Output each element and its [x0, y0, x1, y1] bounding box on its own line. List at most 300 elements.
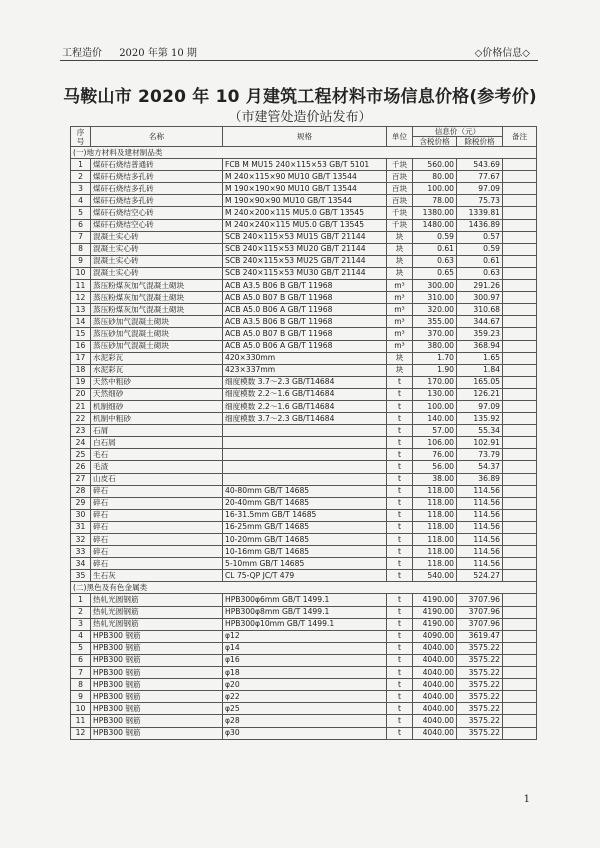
cell-name: 毛石: [91, 449, 223, 461]
cell-no: 4: [71, 630, 91, 642]
cell-spec: CL 75-QP JC/T 479: [223, 570, 387, 582]
cell-note: [503, 679, 537, 691]
table-row: [71, 316, 537, 328]
cell-name: 碎石: [91, 546, 223, 558]
cell-name: HPB300 钢筋: [91, 630, 223, 642]
cell-spec: M 240×200×115 MU5.0 GB/T 13545: [223, 207, 387, 219]
cell-no: 34: [71, 558, 91, 570]
cell-note: [503, 642, 537, 654]
cell-tax-excl: 114.56: [457, 497, 503, 509]
cell-spec: φ22: [223, 691, 387, 703]
cell-tax-excl: 126.21: [457, 388, 503, 400]
table-row: [71, 280, 537, 292]
cell-unit: t: [387, 413, 413, 425]
cell-spec: 16-25mm GB/T 14685: [223, 521, 387, 533]
cell-tax-excl: 73.79: [457, 449, 503, 461]
cell-tax-incl: 106.00: [413, 437, 457, 449]
issue-label: 2020 年第 10 期: [119, 48, 197, 59]
cell-tax-incl: 540.00: [413, 570, 457, 582]
cell-tax-excl: 0.57: [457, 231, 503, 243]
cell-spec: 10-20mm GB/T 14685: [223, 534, 387, 546]
cell-unit: m³: [387, 304, 413, 316]
cell-name: 水泥彩瓦: [91, 364, 223, 376]
table-row: [71, 449, 537, 461]
cell-spec: φ14: [223, 642, 387, 654]
table-row: [71, 630, 537, 642]
cell-tax-excl: 1436.89: [457, 219, 503, 231]
cell-tax-excl: 97.09: [457, 183, 503, 195]
cell-no: 10: [71, 267, 91, 279]
cell-unit: m³: [387, 328, 413, 340]
cell-name: 蒸压粉煤灰加气混凝土砌块: [91, 304, 223, 316]
cell-name: 机制细砂: [91, 400, 223, 412]
cell-tax-incl: 130.00: [413, 388, 457, 400]
cell-no: 1: [71, 594, 91, 606]
table-row: [71, 618, 537, 630]
table-row: [71, 485, 537, 497]
cell-tax-excl: 114.56: [457, 546, 503, 558]
cell-tax-incl: 118.00: [413, 521, 457, 533]
cell-unit: 块: [387, 255, 413, 267]
cell-note: [503, 316, 537, 328]
cell-unit: t: [387, 594, 413, 606]
cell-unit: t: [387, 461, 413, 473]
cell-spec: 细度模数 2.2～1.6 GB/T14684: [223, 388, 387, 400]
cell-unit: t: [387, 497, 413, 509]
cell-name: 混凝土实心砖: [91, 255, 223, 267]
cell-unit: t: [387, 606, 413, 618]
cell-note: [503, 570, 537, 582]
cell-note: [503, 304, 537, 316]
cell-tax-excl: 524.27: [457, 570, 503, 582]
cell-tax-incl: 1.90: [413, 364, 457, 376]
cell-unit: t: [387, 376, 413, 388]
cell-tax-excl: 0.61: [457, 255, 503, 267]
section-row: [71, 582, 537, 594]
cell-note: [503, 280, 537, 292]
cell-tax-incl: 4190.00: [413, 618, 457, 630]
cell-tax-incl: 4190.00: [413, 594, 457, 606]
table-body: [71, 147, 537, 740]
table-row: [71, 497, 537, 509]
table-row: [71, 207, 537, 219]
cell-tax-excl: 1.65: [457, 352, 503, 364]
cell-note: [503, 364, 537, 376]
cell-note: [503, 400, 537, 412]
cell-no: 28: [71, 485, 91, 497]
table-row: [71, 292, 537, 304]
cell-no: 8: [71, 243, 91, 255]
cell-tax-incl: 1.70: [413, 352, 457, 364]
cell-note: [503, 461, 537, 473]
table-row: [71, 195, 537, 207]
cell-tax-incl: 170.00: [413, 376, 457, 388]
cell-no: 30: [71, 509, 91, 521]
cell-tax-incl: 76.00: [413, 449, 457, 461]
cell-name: HPB300 钢筋: [91, 727, 223, 739]
cell-tax-excl: 3619.47: [457, 630, 503, 642]
cell-note: [503, 183, 537, 195]
cell-unit: t: [387, 642, 413, 654]
cell-spec: M 240×115×90 MU10 GB/T 13544: [223, 171, 387, 183]
cell-name: 热轧光圆钢筋: [91, 594, 223, 606]
section-label: ◇价格信息◇: [474, 48, 530, 59]
cell-spec: [223, 473, 387, 485]
cell-name: HPB300 钢筋: [91, 715, 223, 727]
cell-tax-incl: 4040.00: [413, 727, 457, 739]
cell-no: 7: [71, 667, 91, 679]
cell-spec: [223, 461, 387, 473]
cell-note: [503, 521, 537, 533]
cell-spec: ACB A5.0 B07 B GB/T 11968: [223, 328, 387, 340]
cell-unit: 块: [387, 231, 413, 243]
header-divider: [60, 60, 538, 61]
cell-unit: t: [387, 691, 413, 703]
cell-name: 生石灰: [91, 570, 223, 582]
cell-name: 混凝土实心砖: [91, 243, 223, 255]
cell-unit: t: [387, 400, 413, 412]
table-row: [71, 376, 537, 388]
cell-no: 2: [71, 606, 91, 618]
cell-tax-excl: 114.56: [457, 485, 503, 497]
cell-note: [503, 376, 537, 388]
cell-name: 蒸压粉煤灰加气混凝土砌块: [91, 292, 223, 304]
cell-unit: 块: [387, 364, 413, 376]
col-header-no: 序号: [71, 127, 91, 147]
table-row: [71, 219, 537, 231]
cell-name: HPB300 钢筋: [91, 654, 223, 666]
cell-tax-excl: 368.94: [457, 340, 503, 352]
cell-spec: 20-40mm GB/T 14685: [223, 497, 387, 509]
cell-tax-incl: 0.65: [413, 267, 457, 279]
cell-spec: 40-80mm GB/T 14685: [223, 485, 387, 497]
cell-tax-excl: 3575.22: [457, 642, 503, 654]
cell-tax-excl: 344.67: [457, 316, 503, 328]
cell-note: [503, 497, 537, 509]
cell-spec: ACB A5.0 B06 A GB/T 11968: [223, 340, 387, 352]
cell-unit: t: [387, 534, 413, 546]
cell-tax-incl: 4040.00: [413, 715, 457, 727]
cell-no: 23: [71, 425, 91, 437]
cell-note: [503, 703, 537, 715]
cell-tax-excl: 102.91: [457, 437, 503, 449]
cell-no: 4: [71, 195, 91, 207]
table-row: [71, 388, 537, 400]
cell-tax-incl: 355.00: [413, 316, 457, 328]
cell-note: [503, 437, 537, 449]
cell-no: 5: [71, 207, 91, 219]
section-title: (二)黑色及有色金属类: [71, 582, 537, 594]
cell-tax-excl: 135.92: [457, 413, 503, 425]
table-row: [71, 473, 537, 485]
cell-no: 29: [71, 497, 91, 509]
table-row: [71, 413, 537, 425]
cell-tax-excl: 1.84: [457, 364, 503, 376]
cell-name: 混凝土实心砖: [91, 267, 223, 279]
cell-tax-excl: 114.56: [457, 509, 503, 521]
table-row: [71, 255, 537, 267]
cell-name: 天然细砂: [91, 388, 223, 400]
cell-name: HPB300 钢筋: [91, 691, 223, 703]
cell-name: 天然中粗砂: [91, 376, 223, 388]
cell-no: 19: [71, 376, 91, 388]
cell-no: 10: [71, 703, 91, 715]
cell-unit: t: [387, 679, 413, 691]
cell-unit: t: [387, 667, 413, 679]
cell-unit: m³: [387, 292, 413, 304]
cell-spec: 细度模数 3.7～2.3 GB/T14684: [223, 413, 387, 425]
cell-unit: t: [387, 449, 413, 461]
cell-no: 35: [71, 570, 91, 582]
cell-name: 蒸压砂加气混凝土砌块: [91, 340, 223, 352]
cell-unit: t: [387, 727, 413, 739]
cell-tax-excl: 543.69: [457, 159, 503, 171]
table-row: [71, 328, 537, 340]
cell-note: [503, 171, 537, 183]
cell-tax-excl: 300.97: [457, 292, 503, 304]
cell-name: 蒸压粉煤灰加气混凝土砌块: [91, 280, 223, 292]
cell-tax-incl: 560.00: [413, 159, 457, 171]
cell-tax-incl: 4040.00: [413, 691, 457, 703]
section-title: (一)地方材料及建材制品类: [71, 147, 537, 159]
cell-tax-incl: 4090.00: [413, 630, 457, 642]
cell-name: HPB300 钢筋: [91, 642, 223, 654]
table-row: [71, 546, 537, 558]
price-table: [70, 126, 537, 740]
table-row: [71, 606, 537, 618]
cell-tax-incl: 4040.00: [413, 667, 457, 679]
col-header-tax-excl: 除税价格: [457, 137, 503, 147]
cell-note: [503, 267, 537, 279]
table-row: [71, 727, 537, 739]
cell-unit: m³: [387, 316, 413, 328]
table-row: [71, 340, 537, 352]
page-subtitle: （市建管处造价站发布）: [228, 110, 372, 125]
cell-unit: 块: [387, 352, 413, 364]
cell-no: 8: [71, 679, 91, 691]
cell-tax-excl: 3575.22: [457, 727, 503, 739]
cell-name: 煤矸石烧结普通砖: [91, 159, 223, 171]
cell-spec: M 190×90×90 MU10 GB/T 13544: [223, 195, 387, 207]
cell-name: HPB300 钢筋: [91, 679, 223, 691]
cell-name: 机制中粗砂: [91, 413, 223, 425]
cell-unit: t: [387, 388, 413, 400]
cell-note: [503, 618, 537, 630]
col-header-name: 名称: [91, 127, 223, 147]
cell-unit: t: [387, 618, 413, 630]
cell-tax-excl: 1339.81: [457, 207, 503, 219]
cell-tax-excl: 310.68: [457, 304, 503, 316]
cell-unit: 百块: [387, 183, 413, 195]
cell-name: 碎石: [91, 485, 223, 497]
cell-name: 碎石: [91, 521, 223, 533]
cell-tax-incl: 4040.00: [413, 703, 457, 715]
table-row: [71, 171, 537, 183]
table-row: [71, 437, 537, 449]
table-row: [71, 400, 537, 412]
cell-name: 碎石: [91, 534, 223, 546]
cell-name: 煤矸石烧结多孔砖: [91, 171, 223, 183]
cell-tax-excl: 3575.22: [457, 667, 503, 679]
cell-note: [503, 449, 537, 461]
cell-spec: [223, 437, 387, 449]
cell-note: [503, 328, 537, 340]
table-row: [71, 425, 537, 437]
col-header-unit: 单位: [387, 127, 413, 147]
cell-tax-incl: 118.00: [413, 497, 457, 509]
cell-no: 22: [71, 413, 91, 425]
cell-note: [503, 255, 537, 267]
cell-no: 13: [71, 304, 91, 316]
cell-spec: 细度模数 3.7～2.3 GB/T14684: [223, 376, 387, 388]
cell-tax-incl: 118.00: [413, 546, 457, 558]
cell-spec: φ30: [223, 727, 387, 739]
cell-tax-excl: 165.05: [457, 376, 503, 388]
table-row: [71, 534, 537, 546]
cell-tax-incl: 0.59: [413, 231, 457, 243]
cell-name: 蒸压砂加气混凝土砌块: [91, 328, 223, 340]
cell-note: [503, 654, 537, 666]
cell-spec: ACB A3.5 B06 B GB/T 11968: [223, 280, 387, 292]
cell-tax-incl: 380.00: [413, 340, 457, 352]
cell-tax-excl: 3575.22: [457, 703, 503, 715]
cell-no: 11: [71, 715, 91, 727]
cell-tax-incl: 4190.00: [413, 606, 457, 618]
cell-spec: φ20: [223, 679, 387, 691]
cell-tax-incl: 1380.00: [413, 207, 457, 219]
cell-unit: t: [387, 485, 413, 497]
cell-name: 蒸压砂加气混凝土砌块: [91, 316, 223, 328]
cell-tax-incl: 56.00: [413, 461, 457, 473]
cell-unit: 千块: [387, 159, 413, 171]
cell-name: 混凝土实心砖: [91, 231, 223, 243]
cell-tax-excl: 3707.96: [457, 594, 503, 606]
cell-tax-incl: 80.00: [413, 171, 457, 183]
cell-note: [503, 207, 537, 219]
cell-spec: M 190×190×90 MU10 GB/T 13544: [223, 183, 387, 195]
section-row: [71, 147, 537, 159]
col-header-spec: 规格: [223, 127, 387, 147]
cell-no: 21: [71, 400, 91, 412]
cell-no: 31: [71, 521, 91, 533]
cell-unit: t: [387, 473, 413, 485]
cell-no: 16: [71, 340, 91, 352]
cell-spec: φ16: [223, 654, 387, 666]
cell-tax-excl: 36.89: [457, 473, 503, 485]
cell-tax-excl: 3575.22: [457, 679, 503, 691]
table-row: [71, 304, 537, 316]
table-row: [71, 703, 537, 715]
cell-tax-excl: 3707.96: [457, 606, 503, 618]
table-row: [71, 267, 537, 279]
cell-name: 热轧光圆钢筋: [91, 618, 223, 630]
table-row: [71, 691, 537, 703]
cell-tax-incl: 320.00: [413, 304, 457, 316]
cell-unit: t: [387, 570, 413, 582]
cell-note: [503, 606, 537, 618]
cell-spec: SCB 240×115×53 MU30 GB/T 21144: [223, 267, 387, 279]
cell-spec: [223, 449, 387, 461]
cell-unit: t: [387, 546, 413, 558]
cell-tax-incl: 100.00: [413, 400, 457, 412]
cell-spec: [223, 425, 387, 437]
cell-unit: t: [387, 558, 413, 570]
table-row: [71, 352, 537, 364]
cell-tax-incl: 118.00: [413, 558, 457, 570]
cell-tax-incl: 57.00: [413, 425, 457, 437]
cell-tax-incl: 38.00: [413, 473, 457, 485]
cell-no: 33: [71, 546, 91, 558]
cell-spec: 423×337mm: [223, 364, 387, 376]
cell-tax-incl: 4040.00: [413, 679, 457, 691]
cell-no: 3: [71, 618, 91, 630]
cell-name: 毛渣: [91, 461, 223, 473]
cell-unit: 千块: [387, 207, 413, 219]
cell-tax-incl: 118.00: [413, 485, 457, 497]
cell-no: 9: [71, 691, 91, 703]
cell-note: [503, 388, 537, 400]
cell-tax-incl: 370.00: [413, 328, 457, 340]
cell-spec: ACB A3.5 B06 B GB/T 11968: [223, 316, 387, 328]
table-row: [71, 231, 537, 243]
cell-note: [503, 195, 537, 207]
col-header-tax-incl: 含税价格: [413, 137, 457, 147]
cell-unit: t: [387, 630, 413, 642]
cell-spec: φ12: [223, 630, 387, 642]
table-row: [71, 594, 537, 606]
cell-unit: t: [387, 425, 413, 437]
cell-note: [503, 691, 537, 703]
cell-unit: t: [387, 715, 413, 727]
cell-unit: 块: [387, 243, 413, 255]
cell-tax-incl: 118.00: [413, 509, 457, 521]
table-row: [71, 654, 537, 666]
table-row: [71, 667, 537, 679]
cell-no: 6: [71, 219, 91, 231]
page-number: 1: [523, 794, 530, 805]
cell-spec: SCB 240×115×53 MU20 GB/T 21144: [223, 243, 387, 255]
cell-no: 26: [71, 461, 91, 473]
cell-note: [503, 159, 537, 171]
cell-tax-incl: 300.00: [413, 280, 457, 292]
cell-spec: SCB 240×115×53 MU15 GB/T 21144: [223, 231, 387, 243]
cell-no: 12: [71, 727, 91, 739]
table-row: [71, 715, 537, 727]
cell-name: 煤矸石烧结多孔砖: [91, 195, 223, 207]
cell-name: HPB300 钢筋: [91, 703, 223, 715]
cell-name: 碎石: [91, 509, 223, 521]
cell-note: [503, 594, 537, 606]
cell-tax-excl: 0.63: [457, 267, 503, 279]
cell-no: 14: [71, 316, 91, 328]
cell-unit: 百块: [387, 171, 413, 183]
cell-spec: φ25: [223, 703, 387, 715]
cell-name: 水泥彩瓦: [91, 352, 223, 364]
cell-spec: 细度模数 2.2～1.6 GB/T14684: [223, 400, 387, 412]
cell-tax-excl: 3575.22: [457, 654, 503, 666]
cell-tax-excl: 3575.22: [457, 715, 503, 727]
table-row: [71, 570, 537, 582]
cell-spec: 10-16mm GB/T 14685: [223, 546, 387, 558]
cell-tax-excl: 3575.22: [457, 691, 503, 703]
cell-tax-incl: 4040.00: [413, 654, 457, 666]
cell-tax-excl: 3707.96: [457, 618, 503, 630]
cell-note: [503, 413, 537, 425]
cell-no: 12: [71, 292, 91, 304]
cell-name: 白石屑: [91, 437, 223, 449]
cell-no: 5: [71, 642, 91, 654]
cell-tax-incl: 1480.00: [413, 219, 457, 231]
